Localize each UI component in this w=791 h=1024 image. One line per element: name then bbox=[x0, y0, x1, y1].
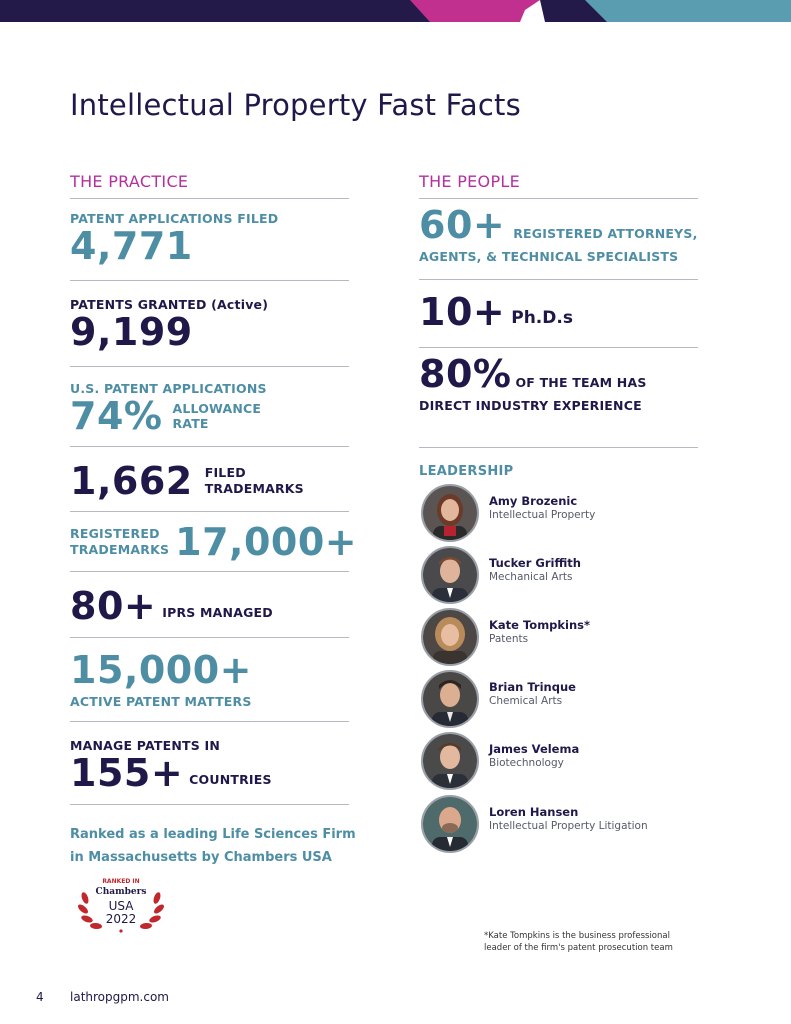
badge-line-3: USA bbox=[108, 899, 134, 913]
avatar bbox=[421, 484, 479, 542]
leader-card bbox=[421, 732, 701, 790]
allowance-label-2: RATE bbox=[172, 416, 209, 431]
patent-applications-label: PATENT APPLICATIONS FILED bbox=[70, 211, 279, 226]
countries-block bbox=[70, 721, 349, 805]
registered-label-2: AGENTS, & TECHNICAL SPECIALISTS bbox=[419, 249, 679, 264]
leader-role: Patents bbox=[489, 633, 529, 645]
leader-name: Amy Brozenic bbox=[489, 494, 578, 508]
registered-trademarks-label-1: REGISTERED bbox=[70, 526, 160, 541]
active-matters-value: 15,000+ bbox=[70, 648, 252, 692]
leader-card bbox=[421, 546, 701, 604]
phd-value: 10+ bbox=[419, 290, 506, 334]
patents-granted-label: PATENTS GRANTED (Active) bbox=[70, 297, 269, 312]
countries-label: COUNTRIES bbox=[189, 772, 272, 787]
registered-trademarks-label-2: TRADEMARKS bbox=[70, 542, 170, 557]
countries-value: 155+ bbox=[70, 751, 184, 795]
experience-label-2: DIRECT INDUSTRY EXPERIENCE bbox=[419, 398, 642, 413]
leader-card bbox=[421, 484, 701, 542]
phd-label: Ph.D.s bbox=[511, 308, 573, 328]
leader-card bbox=[421, 608, 701, 666]
leader-role: Intellectual Property bbox=[489, 509, 596, 521]
leader-name: Tucker Griffith bbox=[489, 556, 581, 570]
avatar bbox=[421, 670, 479, 728]
page-title: Intellectual Property Fast Facts bbox=[70, 88, 521, 122]
leader-role: Chemical Arts bbox=[489, 695, 563, 707]
leadership-heading: LEADERSHIP bbox=[419, 464, 514, 479]
leader-role: Biotechnology bbox=[489, 757, 564, 769]
filed-trademarks-value: 1,662 bbox=[70, 459, 193, 503]
avatar bbox=[421, 795, 479, 853]
experience-block bbox=[419, 347, 698, 448]
patents-granted-block bbox=[70, 280, 349, 367]
banner-decoration bbox=[0, 0, 791, 22]
people-column bbox=[419, 170, 698, 832]
badge-line-2: Chambers bbox=[95, 887, 147, 897]
allowance-value: 74% bbox=[70, 394, 163, 438]
manage-patents-label: MANAGE PATENTS IN bbox=[70, 738, 221, 753]
patents-granted-value: 9,199 bbox=[70, 310, 193, 354]
phd-block bbox=[419, 279, 698, 348]
experience-label-1: OF THE TEAM HAS bbox=[515, 375, 647, 390]
registered-block bbox=[419, 198, 698, 280]
iprs-label: IPRS MANAGED bbox=[162, 605, 273, 620]
avatar bbox=[421, 546, 479, 604]
leader-name: Brian Trinque bbox=[489, 680, 576, 694]
leader-name: James Velema bbox=[489, 742, 580, 756]
active-matters-block bbox=[70, 637, 349, 722]
avatar bbox=[421, 732, 479, 790]
iprs-block bbox=[70, 571, 349, 638]
registered-trademarks-block bbox=[70, 511, 358, 572]
patent-applications-value: 4,771 bbox=[70, 224, 193, 268]
leader-name: Kate Tompkins* bbox=[489, 618, 591, 632]
website-link[interactable]: lathropgpm.com bbox=[70, 990, 169, 1004]
leader-name: Loren Hansen bbox=[489, 805, 579, 819]
page-number: 4 bbox=[36, 990, 44, 1004]
experience-value: 80% bbox=[419, 352, 512, 396]
leader-role: Intellectual Property Litigation bbox=[489, 820, 648, 832]
people-heading: THE PEOPLE bbox=[419, 172, 521, 191]
practice-heading: THE PRACTICE bbox=[70, 172, 189, 191]
iprs-value: 80+ bbox=[70, 584, 157, 628]
leader-card bbox=[421, 795, 701, 853]
registered-label-1: REGISTERED ATTORNEYS, bbox=[513, 226, 698, 241]
patent-applications-block bbox=[70, 198, 349, 281]
badge-line-1: RANKED IN bbox=[102, 878, 140, 885]
active-matters-label: ACTIVE PATENT MATTERS bbox=[70, 694, 252, 709]
chambers-badge bbox=[77, 876, 165, 934]
filed-trademarks-block bbox=[70, 446, 349, 512]
practice-column bbox=[70, 170, 358, 795]
leader-role: Mechanical Arts bbox=[489, 571, 573, 583]
us-applications-label: U.S. PATENT APPLICATIONS bbox=[70, 381, 267, 396]
ranked-statement: Ranked as a leading Life Sciences Firm in Massachusetts by Chambers USA bbox=[70, 827, 356, 865]
leader-card bbox=[421, 670, 701, 728]
top-banner bbox=[0, 0, 791, 22]
registered-trademarks-value: 17,000+ bbox=[175, 520, 358, 564]
avatar bbox=[421, 608, 479, 666]
badge-line-4: 2022 bbox=[105, 912, 137, 926]
filed-trademarks-label-2: TRADEMARKS bbox=[204, 481, 304, 496]
allowance-label-1: ALLOWANCE bbox=[172, 401, 262, 416]
filed-trademarks-label-1: FILED bbox=[204, 465, 246, 480]
footnote: *Kate Tompkins is the business professional leader of the firm's patent prosecution team bbox=[484, 931, 673, 953]
allowance-block bbox=[70, 366, 349, 447]
registered-value: 60+ bbox=[419, 203, 506, 247]
